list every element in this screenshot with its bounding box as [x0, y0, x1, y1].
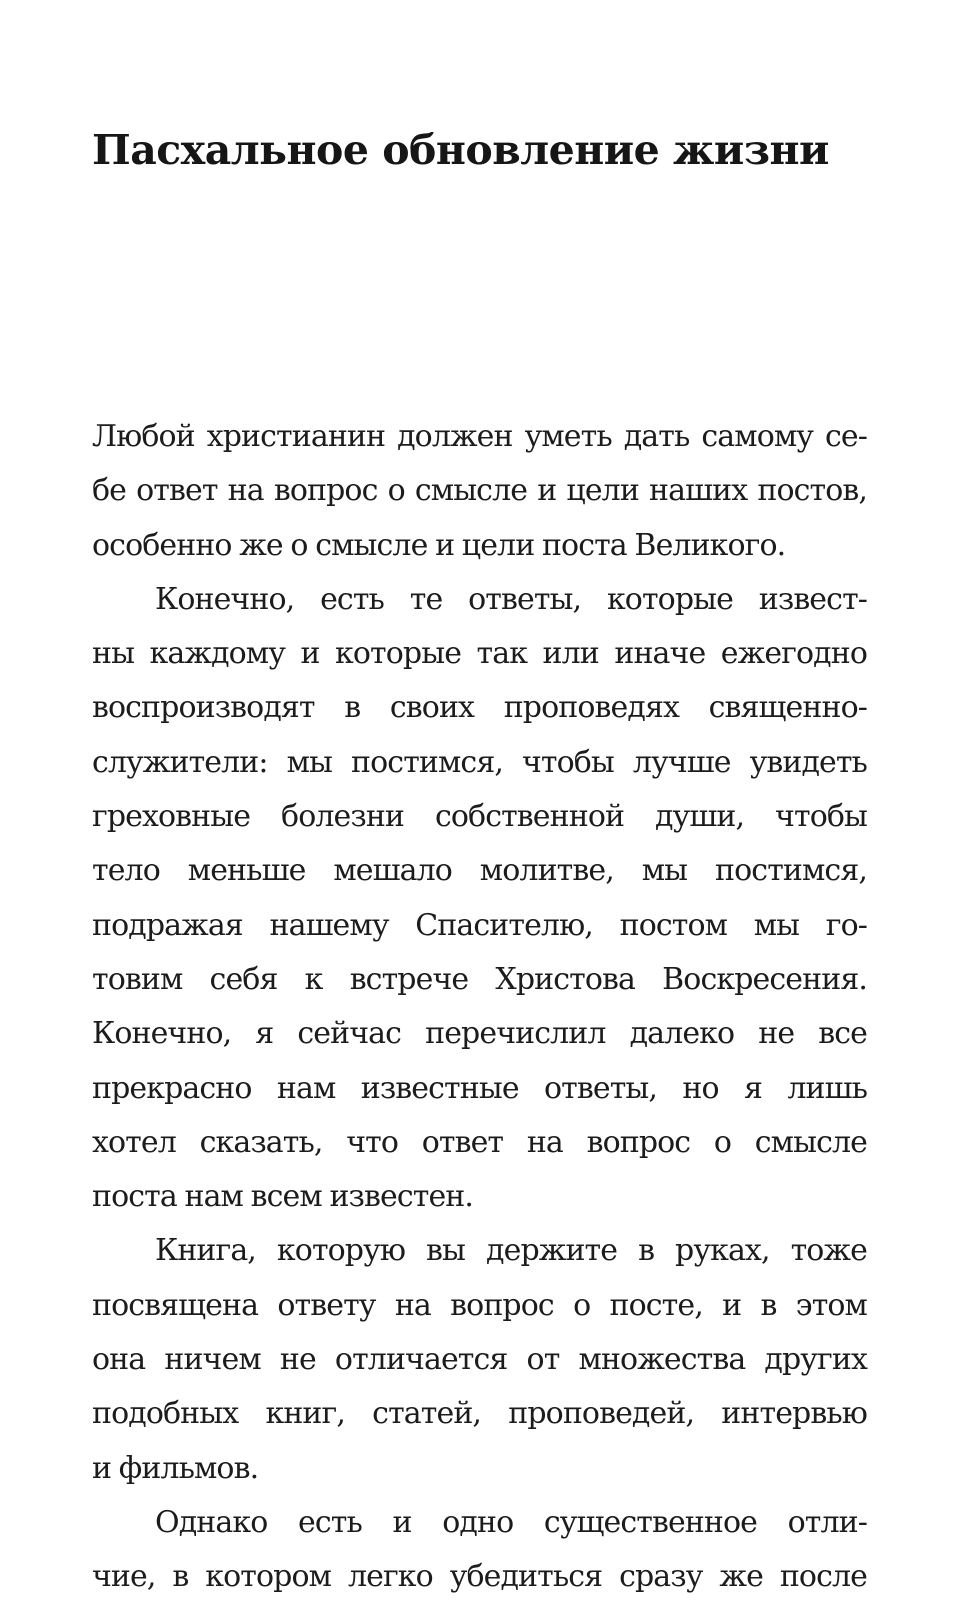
text-line: воспроизводят в своих проповедях священно- — [92, 690, 867, 726]
text-line: бе ответ на вопрос о смысле и цели наших постов, — [92, 473, 867, 509]
text-line: Любой христианин должен уметь дать самому се- — [92, 419, 867, 454]
text-line: особенно же о смысле и цели поста Великого. — [92, 527, 786, 563]
text-line: Конечно, я сейчас перечислил далеко не все — [92, 1016, 867, 1052]
text-line: хотел сказать, что ответ на вопрос о смысле — [92, 1124, 867, 1160]
text-line: подобных книг, статей, проповедей, интервью — [92, 1396, 867, 1432]
body-text — [92, 410, 867, 1605]
text-line: прекрасно нам известные ответы, но я лишь — [92, 1070, 867, 1106]
text-line: Конечно, есть те ответы, которые извест- — [155, 581, 867, 617]
text-line: и фильмов. — [92, 1450, 259, 1486]
text-line: служители: мы постимся, чтобы лучше увидеть — [92, 744, 867, 780]
text-line: ны каждому и которые так или иначе ежегодно — [92, 636, 867, 672]
chapter-title: Пасхальное обновление жизни — [92, 126, 829, 174]
text-line: чие, в котором легко убедиться сразу же после — [92, 1559, 867, 1595]
text-line: Книга, которую вы держите в руках, тоже — [155, 1233, 867, 1269]
text-line: тело меньше мешало молитве, мы постимся, — [92, 853, 867, 889]
text-line: греховные болезни собственной души, чтобы — [92, 799, 867, 835]
text-line: Однако есть и одно существенное отли- — [155, 1504, 867, 1540]
text-line: она ничем не отличается от множества других — [92, 1342, 867, 1378]
text-line: поста нам всем известен. — [92, 1179, 474, 1215]
text-line: подражая нашему Спасителю, постом мы го- — [92, 907, 867, 943]
text-line: посвящена ответу на вопрос о посте, и в этом — [92, 1287, 867, 1323]
text-line: товим себя к встрече Христова Воскресения. — [92, 961, 867, 997]
